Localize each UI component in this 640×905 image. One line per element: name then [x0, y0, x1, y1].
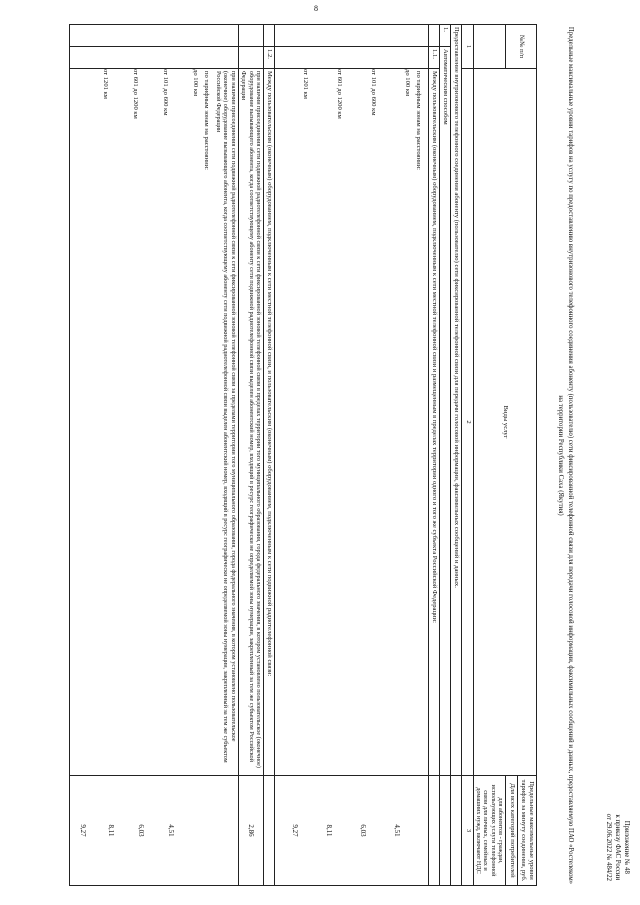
colnum-2: 2	[462, 69, 473, 776]
page-number: 8	[314, 4, 318, 13]
value-1-1-0: 4,51	[392, 824, 401, 837]
empty-cell	[264, 25, 275, 47]
row-1-2-number: 1.2.	[264, 47, 275, 69]
col-all-categories-header: Для всех категорий потребителей	[506, 776, 517, 886]
row-1-text: Автоматическим способом	[439, 47, 450, 776]
row-1-2-b-values	[69, 776, 238, 886]
value-1-1-2: 8,11	[324, 824, 333, 837]
col-subscribers-header: для абонентов - граждан, использующих услуги телефонной связи для личных, семейных и домашних нужд, включают НДС	[473, 776, 506, 886]
empty-cell	[264, 776, 275, 886]
distance-2: от 601 до 1200 км	[336, 69, 344, 119]
empty-cell	[439, 776, 450, 886]
col-service-header: Виды услуг	[473, 69, 536, 776]
distance-b-3: от 1201 км	[102, 69, 110, 99]
empty-header-cell	[473, 25, 506, 69]
empty-cell	[451, 776, 462, 886]
empty-cell	[275, 25, 428, 47]
row-1-1-distances	[275, 69, 428, 776]
row-1-1-text: Между пользовательским (оконечным) оборудованием, подключенным к сети местной телефонной связи и размещенным в пределах территории одного и того же субъекта Российской Федерации:	[428, 69, 439, 776]
empty-cell	[428, 776, 439, 886]
appendix-line-3: от 29.06.2022 № 484/22	[604, 813, 612, 881]
col-number-header: №№ п/п	[506, 25, 537, 69]
rotated-page	[8, 14, 633, 899]
col-max-header: Предельные максимальные уровни тарифов за минуту соединения, руб.	[517, 776, 536, 886]
distance-b-1: от 101 до 600 км	[162, 69, 170, 116]
value-1-1-3: 9,27	[290, 824, 299, 837]
empty-cell	[69, 47, 238, 69]
distance-b-0: до 100 км	[192, 69, 200, 97]
empty-cell	[275, 47, 428, 69]
row-1-2-b-text: при наличии присоединения сети подвижной радиотелефонной связи к сети фиксированной зоновой телефонной связи за пределами территории того муниципального образования, города федерального значения, в котором установлено пользовательское (оконечное) оборудование вызывающего абонента, когда соответствующему абоненту сети подвижной радиотелефонной связи выделен абонентский номер, входящий в ресурс географически не определяемой зоны нумерации, закрепленный за тем же субъектом Российской Федерации	[214, 71, 237, 763]
value-1-2-a: 2,86	[238, 776, 263, 886]
value-1-1-1: 6,03	[358, 824, 367, 837]
appendix-line-2: к приказу ФАС России	[613, 814, 621, 881]
distance-1: от 101 до 600 км	[370, 69, 378, 116]
empty-cell	[428, 25, 439, 47]
value-1-2-b-0: 4,51	[167, 824, 176, 837]
colnum-1: 1	[462, 25, 473, 69]
section-title: Предоставление внутризонового телефонного соединения абоненту (пользователю) сети фиксированной телефонной связи для передачи голосовой информации, факсимильных сообщений и данных.	[451, 25, 462, 776]
value-1-2-b-1: 6,03	[137, 824, 146, 837]
row-1-2-a-text: при наличии присоединения сети подвижной радиотелефонной связи к сети фиксированной зоновой телефонной связи в пределах территории того муниципального образования, города федерального значения, в котором установлено пользовательское (оконечное) оборудование вызывающего абонента, когда соответствующему абоненту сети подвижной радиотелефонной связи выделен абонентский номер, входящий в ресурс географически не определяемой зоны нумерации, закрепленный за тем же субъектом Российской Федерации	[238, 69, 263, 776]
empty-cell	[69, 25, 238, 47]
row-1-2-text: Между пользовательским (оконечным) оборудованием, подключенным к сети местной телефонной связи, и пользовательским (оконечным) оборудованием, подключенным к сети подвижной радиотелефонной связи:	[264, 69, 275, 776]
appendix-line-1: Приложение № 48	[623, 820, 630, 874]
row-1-1-values	[275, 776, 428, 886]
value-1-2-b-3: 9,27	[79, 824, 88, 837]
document-heading: Предельные максимальные уровни тарифов на услугу по предоставлению внутризонового телефонного соединения абоненту (пользователю) сети фиксированной телефонной связи для передачи голосовой информации, факсимильных сообщений и данных, предоставляемую ПАО «Ростелеком» на территории Республики Саха (Якутия)	[557, 26, 574, 885]
row-1-number: 1.	[439, 25, 450, 47]
row-1-2-b	[69, 69, 238, 776]
tariff-zone-label: по тарифным зонам на расстоянии:	[414, 71, 422, 170]
appendix-block	[603, 814, 631, 881]
row-1-1-number: 1.1.	[428, 47, 439, 69]
tariff-zone-label-2: по тарифным зонам на расстоянии:	[202, 71, 210, 170]
empty-cell	[238, 25, 263, 47]
distance-b-2: от 601 до 1200 км	[132, 69, 140, 119]
distance-3: от 1201 км	[302, 69, 310, 99]
value-1-2-b-2: 8,11	[107, 824, 116, 837]
tariff-table	[69, 24, 537, 886]
empty-cell	[238, 47, 263, 69]
distance-0: до 100 км	[404, 69, 412, 97]
colnum-3: 3	[462, 776, 473, 886]
